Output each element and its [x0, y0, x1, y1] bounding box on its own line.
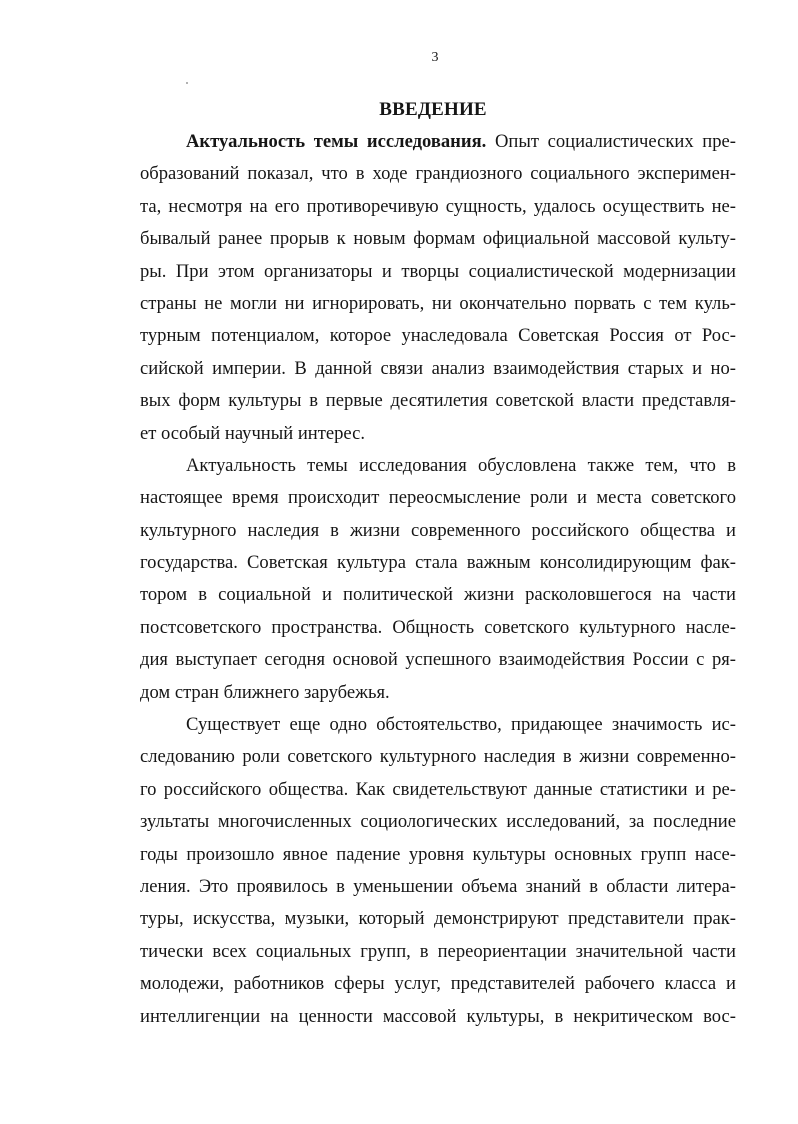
paragraph-1-line-9: вых форм культуры в первые десятилетия советской власти представля-	[140, 390, 736, 412]
paragraph-3-line-4: зультаты многочисленных социологических исследований, за последние	[140, 811, 736, 833]
paragraph-2-line-3: культурного наследия в жизни современного российского общества и	[140, 519, 736, 541]
body-text	[140, 126, 736, 1033]
paragraph-1-line-8: сийской империи. В данной связи анализ взаимодействия старых и но-	[140, 357, 736, 379]
paragraph-1-line-1	[140, 126, 736, 158]
paragraph-3-line-1: Существует еще одно обстоятельство, придающее значимость ис-	[186, 714, 736, 736]
paragraph-3-line-6: ления. Это проявилось в уменьшении объема знаний в области литера-	[140, 875, 736, 897]
scan-speck	[186, 82, 188, 84]
paragraph-3-line-2: следованию роли советского культурного наследия в жизни современно-	[140, 746, 736, 768]
paragraph-1-line-6: страны не могли ни игнорировать, ни окончательно порвать с тем куль-	[140, 292, 736, 314]
paragraph-1-lead: Актуальность темы исследования.	[186, 131, 487, 152]
paragraph-2-line-8: дом стран ближнего зарубежья.	[140, 681, 390, 703]
paragraph-1-line-1-text: Опыт социалистических пре-	[486, 131, 736, 152]
paragraph-2-line-6: постсоветского пространства. Общность советского культурного насле-	[140, 616, 736, 638]
paragraph-2-line-4: государства. Советская культура стала важным консолидирующим фак-	[140, 552, 736, 574]
paragraph-1-line-7: турным потенциалом, которое унаследовала Советская Россия от Рос-	[140, 325, 736, 347]
page-number: 3	[431, 50, 439, 65]
paragraph-3-line-9: молодежи, работников сферы услуг, представителей рабочего класса и	[140, 973, 736, 995]
paragraph-1-line-2: образований показал, что в ходе грандиозного социального эксперимен-	[140, 163, 736, 185]
section-heading: ВВЕДЕНИЕ	[379, 99, 487, 120]
paragraph-1-line-5: ры. При этом организаторы и творцы социалистической модернизации	[140, 260, 736, 282]
paragraph-2-line-5: тором в социальной и политической жизни расколовшегося на части	[140, 584, 736, 606]
paragraph-1-line-4: бывалый ранее прорыв к новым формам официальной массовой культу-	[140, 228, 736, 250]
paragraph-2-line-2: настоящее время происходит переосмысление роли и места советского	[140, 487, 736, 509]
paragraph-3-line-3: го российского общества. Как свидетельствуют данные статистики и ре-	[140, 778, 736, 800]
paragraph-2-line-7: дия выступает сегодня основой успешного взаимодействия России с ря-	[140, 649, 736, 671]
paragraph-3-line-7: туры, искусства, музыки, который демонстрируют представители прак-	[140, 908, 736, 930]
paragraph-3-line-5: годы произошло явное падение уровня культуры основных групп насе-	[140, 843, 736, 865]
paragraph-1-line-3: та, несмотря на его противоречивую сущность, удалось осуществить не-	[140, 195, 736, 217]
paragraph-1-line-10: ет особый научный интерес.	[140, 422, 366, 444]
paragraph-3-line-10: интеллигенции на ценности массовой культуры, в некритическом вос-	[140, 1005, 736, 1027]
paragraph-2-line-1: Актуальность темы исследования обусловлена также тем, что в	[186, 454, 736, 476]
paragraph-3-line-8: тически всех социальных групп, в переориентации значительной части	[140, 940, 736, 962]
